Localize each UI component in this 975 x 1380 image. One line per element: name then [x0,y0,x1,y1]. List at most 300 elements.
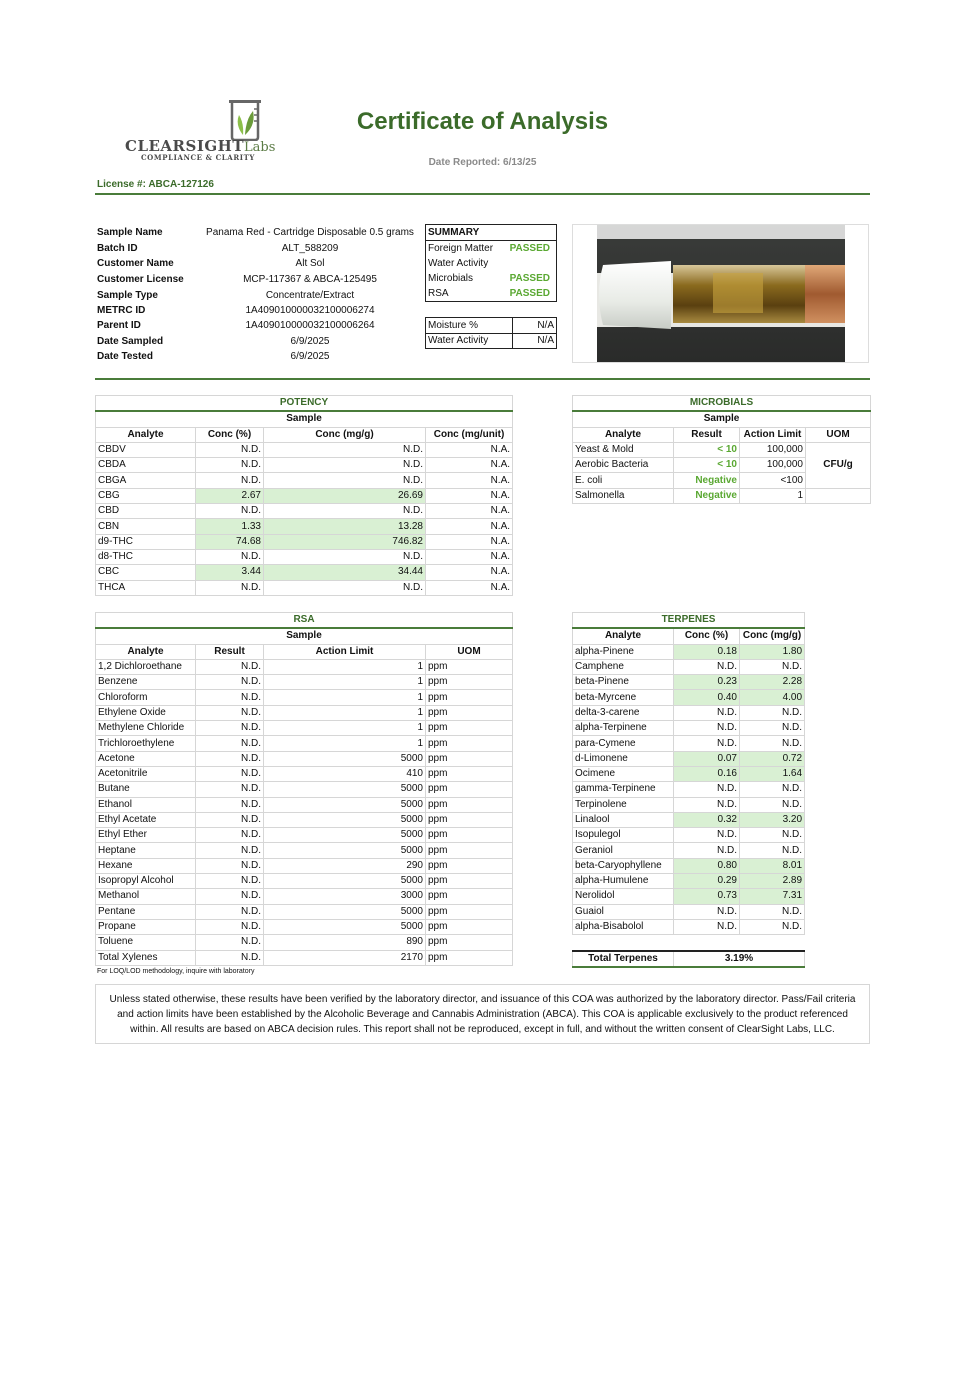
analyte-cell: E. coli [573,473,674,488]
analyte-cell: Total Xylenes [96,950,196,965]
conc-pct-cell: N.D. [196,549,264,564]
action-limit-cell: 5000 [264,904,426,919]
table-row [96,565,513,580]
table-row [96,690,513,705]
conc-pct-cell: 0.16 [674,766,740,781]
uom-cell: ppm [426,675,513,690]
cell-divider [512,333,513,348]
uom-cell: CFU/g [806,442,871,488]
result-cell: N.D. [196,935,264,950]
moisture-row [426,333,556,348]
table-row [96,473,513,488]
conc-mgg-cell: 2.89 [740,874,805,889]
table-row [96,950,513,965]
uom-cell: ppm [426,705,513,720]
column-header: UOM [426,644,513,659]
rsa-title: RSA [96,613,513,629]
result-cell: N.D. [196,690,264,705]
uom-cell: ppm [426,721,513,736]
action-limit-cell: 1 [740,488,806,503]
result-cell: Negative [674,488,740,503]
table-row [96,659,513,674]
analyte-cell: CBG [96,488,196,503]
footnote: For LOQ/LOD methodology, inquire with laboratory [97,968,255,975]
moisture-row [426,318,556,334]
action-limit-cell: 1 [264,690,426,705]
table-row [573,843,805,858]
analyte-cell: Salmonella [573,488,674,503]
conc-mgg-cell: 1.64 [740,766,805,781]
analyte-cell: gamma-Terpinene [573,782,674,797]
column-header: Result [196,644,264,659]
table-row [96,904,513,919]
info-label: Date Tested [97,351,153,362]
status-badge: PASSED [509,273,550,284]
license-number: License #: ABCA-127126 [97,179,214,190]
action-limit-cell: 5000 [264,828,426,843]
status-badge: PASSED [509,243,550,254]
table-row [573,675,805,690]
analyte-cell: CBD [96,504,196,519]
action-limit-cell: 5000 [264,797,426,812]
info-label: Batch ID [97,243,138,254]
analyte-cell: Propane [96,919,196,934]
conc-pct-cell: 74.68 [196,534,264,549]
conc-mgg-cell: N.D. [264,580,426,595]
result-cell: N.D. [196,858,264,873]
conc-pct-cell: N.D. [674,659,740,674]
uom-cell [806,488,871,503]
conc-mgg-cell: 26.69 [264,488,426,503]
result-cell: N.D. [196,950,264,965]
action-limit-cell: 5000 [264,751,426,766]
action-limit-cell: 1 [264,659,426,674]
summary-row [426,286,556,301]
uom-cell: ppm [426,751,513,766]
analyte-cell: Terpinolene [573,797,674,812]
info-label: Customer License [97,274,184,285]
conc-mgunit-cell: N.A. [426,442,513,457]
conc-pct-cell: 0.80 [674,858,740,873]
table-row [573,797,805,812]
analyte-cell: alpha-Humulene [573,874,674,889]
uom-cell: ppm [426,828,513,843]
analyte-cell: Pentane [96,904,196,919]
conc-mgg-cell: N.D. [264,442,426,457]
column-header: Conc (mg/g) [264,427,426,442]
analyte-cell: Benzene [96,675,196,690]
result-cell: N.D. [196,919,264,934]
action-limit-cell: 5000 [264,843,426,858]
info-value: 6/9/2025 [290,351,330,362]
table-row [96,874,513,889]
analyte-cell: Isopulegol [573,828,674,843]
summary-row [426,256,556,271]
info-label: Sample Type [97,290,158,301]
conc-pct-cell: N.D. [196,504,264,519]
potency-title: POTENCY [96,396,513,412]
info-label: Date Sampled [97,336,164,347]
conc-mgunit-cell: N.A. [426,549,513,564]
result-cell: N.D. [196,874,264,889]
conc-mgunit-cell: N.A. [426,534,513,549]
conc-pct-cell: 0.40 [674,690,740,705]
table-row [573,812,805,827]
column-header: Conc (%) [196,427,264,442]
table-row [96,858,513,873]
table-row [96,721,513,736]
microbials-title: MICROBIALS [573,396,871,412]
analyte-cell: Guaiol [573,904,674,919]
result-cell: N.D. [196,721,264,736]
conc-mgg-cell: N.D. [264,473,426,488]
analyte-cell: alpha-Bisabolol [573,919,674,934]
analyte-cell: delta-3-carene [573,705,674,720]
info-value: Alt Sol [295,258,325,269]
conc-mgunit-cell: N.A. [426,458,513,473]
uom-cell: ppm [426,858,513,873]
analyte-cell: Methanol [96,889,196,904]
column-header: Analyte [96,644,196,659]
conc-mgunit-cell: N.A. [426,580,513,595]
result-cell: N.D. [196,705,264,720]
conc-mgunit-cell: N.A. [426,565,513,580]
analyte-cell: Hexane [96,858,196,873]
uom-cell: ppm [426,950,513,965]
table-row [573,442,871,457]
action-limit-cell: 100,000 [740,442,806,457]
table-row [573,889,805,904]
table-row [573,690,805,705]
uom-cell: ppm [426,812,513,827]
cell-divider [512,318,513,333]
action-limit-cell: 3000 [264,889,426,904]
analyte-cell: Heptane [96,843,196,858]
table-row [96,519,513,534]
conc-mgg-cell: N.D. [740,782,805,797]
action-limit-cell: <100 [740,473,806,488]
table-row [573,782,805,797]
conc-mgg-cell: 4.00 [740,690,805,705]
table-row [96,843,513,858]
conc-mgg-cell: 8.01 [740,858,805,873]
conc-pct-cell: N.D. [674,904,740,919]
result-cell: N.D. [196,736,264,751]
analyte-cell: d9-THC [96,534,196,549]
result-cell: N.D. [196,828,264,843]
conc-mgg-cell: N.D. [740,904,805,919]
analyte-cell: Ethyl Ether [96,828,196,843]
microbials-sample-label: Sample [573,411,871,427]
action-limit-cell: 410 [264,766,426,781]
table-row [573,904,805,919]
info-label: Sample Name [97,227,163,238]
analyte-cell: Acetonitrile [96,766,196,781]
conc-pct-cell: 0.32 [674,812,740,827]
conc-pct-cell: N.D. [674,782,740,797]
summary-box [425,224,557,302]
analyte-cell: Geraniol [573,843,674,858]
conc-mgg-cell: N.D. [740,797,805,812]
info-label: Customer Name [97,258,174,269]
conc-mgg-cell: N.D. [740,705,805,720]
conc-mgunit-cell: N.A. [426,488,513,503]
moisture-value: N/A [537,320,554,331]
analyte-cell: Yeast & Mold [573,442,674,457]
conc-mgg-cell: 34.44 [264,565,426,580]
info-value: 1A409010000032100006274 [245,305,375,316]
column-header: Analyte [96,427,196,442]
summary-label: Water Activity [428,258,489,269]
result-cell: < 10 [674,458,740,473]
date-reported: Date Reported: 6/13/25 [428,157,537,168]
analyte-cell: 1,2 Dichloroethane [96,659,196,674]
info-value: Concentrate/Extract [265,290,355,301]
table-row [573,705,805,720]
info-value: 1A409010000032100006264 [245,320,375,331]
table-row [573,736,805,751]
summary-label: Microbials [428,273,474,284]
table-row [96,705,513,720]
conc-pct-cell: N.D. [196,442,264,457]
moisture-label: Moisture % [428,320,479,331]
conc-mgg-cell: N.D. [740,828,805,843]
conc-mgg-cell: 1.80 [740,644,805,659]
conc-mgg-cell: 3.20 [740,812,805,827]
column-header: Analyte [573,427,674,442]
analyte-cell: Isopropyl Alcohol [96,874,196,889]
info-label: Parent ID [97,320,141,331]
result-cell: N.D. [196,843,264,858]
conc-pct-cell: N.D. [674,705,740,720]
conc-pct-cell: N.D. [674,721,740,736]
spacer-row [573,935,805,951]
section-divider [95,378,870,380]
terpenes-title: TERPENES [573,613,805,629]
table-row [96,935,513,950]
column-header: UOM [806,427,871,442]
result-cell: N.D. [196,889,264,904]
table-row [96,766,513,781]
analyte-cell: Trichloroethylene [96,736,196,751]
table-row [96,675,513,690]
analyte-cell: para-Cymene [573,736,674,751]
conc-mgg-cell: N.D. [740,721,805,736]
uom-cell: ppm [426,843,513,858]
analyte-cell: beta-Caryophyllene [573,858,674,873]
conc-mgunit-cell: N.A. [426,504,513,519]
analyte-cell: beta-Myrcene [573,690,674,705]
analyte-cell: CBGA [96,473,196,488]
conc-mgg-cell: 746.82 [264,534,426,549]
table-row [96,751,513,766]
disclaimer: Unless stated otherwise, these results have been verified by the laboratory director, and issuance of this COA was authorized by the laboratory director. Pass/Fail criteria and action limits have been established by the Alcoholic Beverage and Cannabis Administration (ABCA). This COA is applicable exclusively to the product referenced within. All results are based on ABCA decision rules. This report shall not be reproduced, except in full, and without the written consent of ClearSight Labs, LLC. [95,984,870,1044]
uom-cell: ppm [426,782,513,797]
moisture-label: Water Activity [428,335,489,346]
table-row [96,442,513,457]
conc-pct-cell: 0.23 [674,675,740,690]
table-row [573,644,805,659]
analyte-cell: Acetone [96,751,196,766]
action-limit-cell: 1 [264,721,426,736]
result-cell: N.D. [196,797,264,812]
result-cell: N.D. [196,782,264,797]
table-row [573,874,805,889]
column-header: Result [674,427,740,442]
action-limit-cell: 5000 [264,919,426,934]
table-row [573,766,805,781]
info-value: 6/9/2025 [290,336,330,347]
conc-pct-cell: 0.73 [674,889,740,904]
analyte-cell: THCA [96,580,196,595]
result-cell: N.D. [196,659,264,674]
rsa-table [95,612,513,966]
table-row [96,828,513,843]
table-row [96,504,513,519]
moisture-box [425,317,557,349]
conc-mgg-cell: N.D. [740,919,805,934]
spacer-cell [573,935,805,951]
table-row [573,659,805,674]
table-row [96,580,513,595]
analyte-cell: Methylene Chloride [96,721,196,736]
table-row [96,458,513,473]
analyte-cell: alpha-Terpinene [573,721,674,736]
uom-cell: ppm [426,736,513,751]
analyte-cell: Ocimene [573,766,674,781]
summary-label: Foreign Matter [428,243,494,254]
table-row [573,721,805,736]
conc-mgg-cell: N.D. [264,504,426,519]
action-limit-cell: 5000 [264,782,426,797]
action-limit-cell: 5000 [264,874,426,889]
microbials-table [572,395,871,504]
table-row [573,751,805,766]
conc-pct-cell: N.D. [196,458,264,473]
total-terpenes-row [573,951,805,967]
conc-pct-cell: 3.44 [196,565,264,580]
uom-cell: ppm [426,690,513,705]
table-row [96,488,513,503]
analyte-cell: Nerolidol [573,889,674,904]
analyte-cell: Ethanol [96,797,196,812]
conc-mgg-cell: N.D. [264,458,426,473]
action-limit-cell: 890 [264,935,426,950]
status-badge: PASSED [509,288,550,299]
page-title: Certificate of Analysis [356,108,609,135]
uom-cell: ppm [426,935,513,950]
uom-cell: ppm [426,889,513,904]
conc-pct-cell: N.D. [196,580,264,595]
result-cell: N.D. [196,812,264,827]
summary-title: SUMMARY [426,225,556,241]
table-row [96,889,513,904]
table-row [96,782,513,797]
result-cell: N.D. [196,675,264,690]
conc-pct-cell: N.D. [674,843,740,858]
table-row [573,858,805,873]
conc-pct-cell: N.D. [674,736,740,751]
action-limit-cell: 2170 [264,950,426,965]
table-row [573,919,805,934]
analyte-cell: beta-Pinene [573,675,674,690]
table-row [96,919,513,934]
potency-table [95,395,513,596]
analyte-cell: CBC [96,565,196,580]
table-row [96,736,513,751]
analyte-cell: Linalool [573,812,674,827]
beaker-leaf-icon [226,99,264,141]
analyte-cell: Aerobic Bacteria [573,458,674,473]
result-cell: Negative [674,473,740,488]
info-label: METRC ID [97,305,146,316]
conc-pct-cell: N.D. [196,473,264,488]
rsa-sample-label: Sample [96,628,513,644]
column-header: Analyte [573,628,674,644]
conc-mgg-cell: 7.31 [740,889,805,904]
column-header: Conc (%) [674,628,740,644]
conc-pct-cell: N.D. [674,828,740,843]
logo-wordmark: CLEARSIGHTLabs [125,137,276,155]
conc-mgg-cell: 13.28 [264,519,426,534]
action-limit-cell: 1 [264,705,426,720]
result-cell: N.D. [196,766,264,781]
action-limit-cell: 1 [264,736,426,751]
conc-pct-cell: N.D. [674,797,740,812]
analyte-cell: d8-THC [96,549,196,564]
conc-mgg-cell: N.D. [264,549,426,564]
summary-row [426,271,556,286]
table-row [96,812,513,827]
action-limit-cell: 100,000 [740,458,806,473]
conc-mgg-cell: 0.72 [740,751,805,766]
action-limit-cell: 290 [264,858,426,873]
logo-tagline: COMPLIANCE & CLARITY [141,153,256,162]
info-value: MCP-117367 & ABCA-125495 [243,274,377,285]
analyte-cell: CBDV [96,442,196,457]
uom-cell: ppm [426,919,513,934]
table-row [96,549,513,564]
conc-mgg-cell: N.D. [740,843,805,858]
conc-mgunit-cell: N.A. [426,519,513,534]
conc-mgunit-cell: N.A. [426,473,513,488]
conc-pct-cell: 0.29 [674,874,740,889]
analyte-cell: CBN [96,519,196,534]
conc-pct-cell: 0.07 [674,751,740,766]
conc-mgg-cell: 2.28 [740,675,805,690]
sample-photo [572,224,869,363]
uom-cell: ppm [426,766,513,781]
result-cell: < 10 [674,442,740,457]
conc-pct-cell: N.D. [674,919,740,934]
analyte-cell: Ethylene Oxide [96,705,196,720]
column-header: Conc (mg/unit) [426,427,513,442]
total-terpenes-value: 3.19% [674,951,805,967]
column-header: Conc (mg/g) [740,628,805,644]
conc-pct-cell: 2.67 [196,488,264,503]
conc-mgg-cell: N.D. [740,736,805,751]
result-cell: N.D. [196,904,264,919]
analyte-cell: Butane [96,782,196,797]
table-row [573,828,805,843]
analyte-cell: Toluene [96,935,196,950]
total-terpenes-label: Total Terpenes [573,951,674,967]
analyte-cell: alpha-Pinene [573,644,674,659]
uom-cell: ppm [426,659,513,674]
summary-row [426,241,556,256]
cartridge-photo-icon [573,225,868,362]
header-divider [95,193,870,195]
